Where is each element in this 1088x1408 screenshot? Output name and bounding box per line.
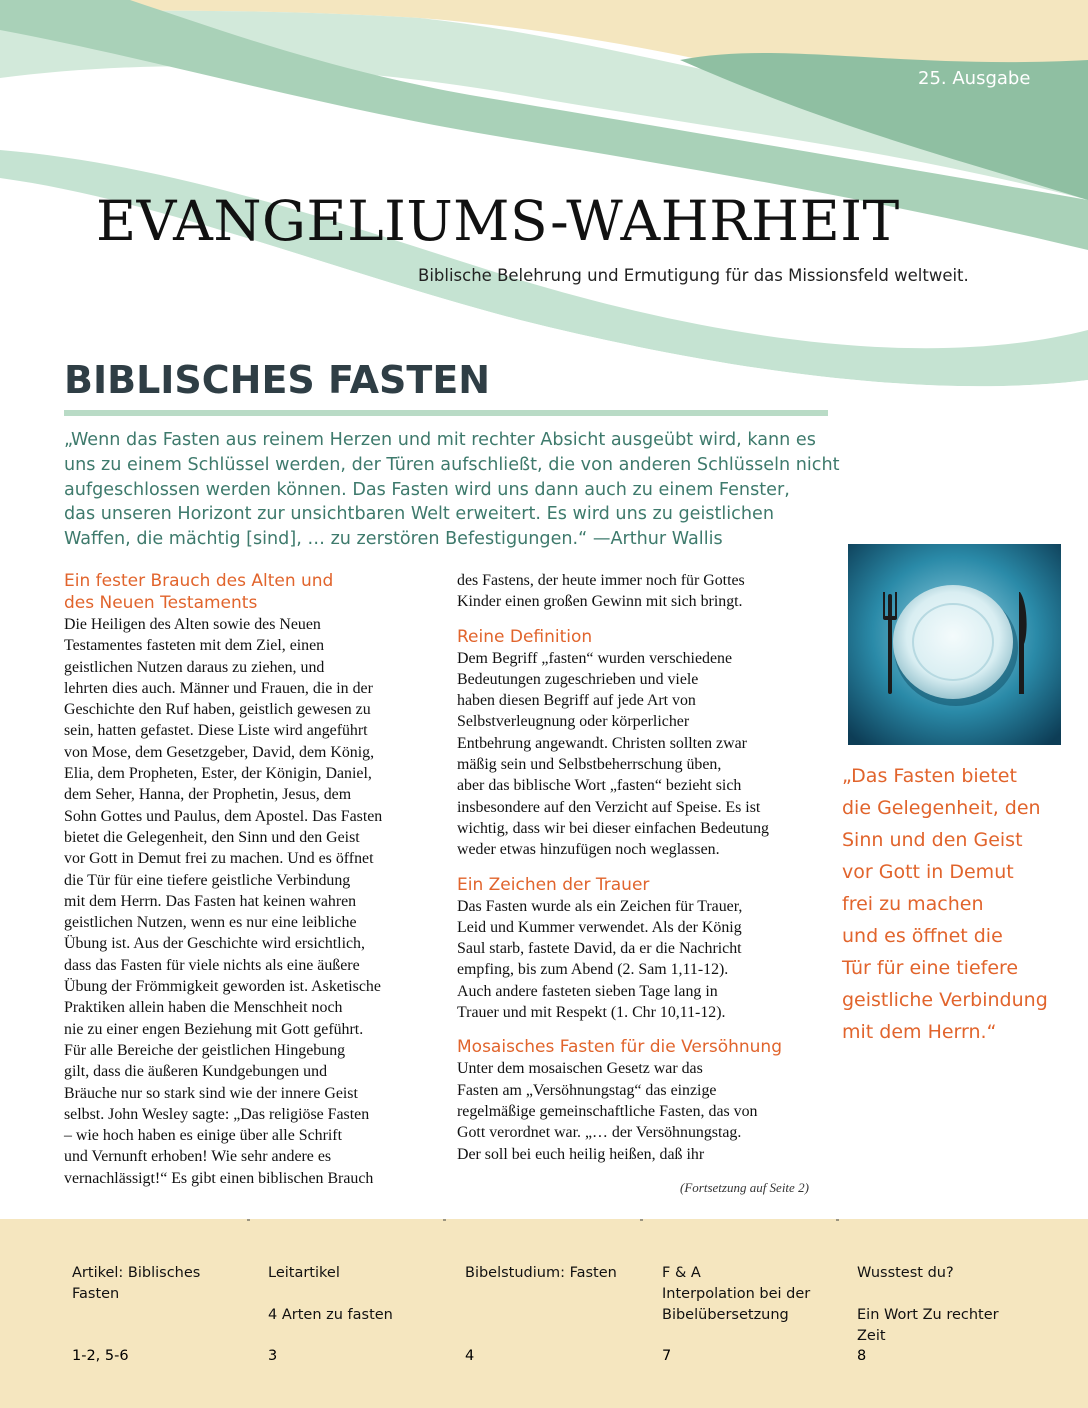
- body-line: Bedeutungen zugeschrieben und viele: [457, 670, 699, 688]
- body-line: dem Seher, Hanna, der Prophetin, Jesus, dem: [64, 786, 352, 804]
- body-line: regelmäßige gemeinschaftliche Fasten, das von: [457, 1102, 758, 1120]
- section-heading: Ein Zeichen der Trauer: [457, 874, 650, 895]
- section-heading: Mosaisches Fasten für die Versöhnung: [457, 1037, 782, 1058]
- body-line: Gott verordnet war. „… der Versöhnungstag.: [457, 1124, 742, 1142]
- body-line: Dem Begriff „fasten“ wurden verschiedene: [457, 649, 733, 667]
- toc-title: Interpolation bei der: [662, 1286, 811, 1302]
- toc-title: [857, 1284, 1042, 1305]
- pull-quote-line: „Das Fasten bietet: [842, 765, 1017, 787]
- body-line: weder etwas hinzufügen noch weglassen.: [457, 841, 720, 859]
- body-line: haben diesen Begriff auf jede Art von: [457, 692, 696, 710]
- body-line: gilt, dass die äußeren Kundgebungen und: [64, 1063, 328, 1081]
- body-line: sein, hatten gefastet. Diese Liste wird angeführt: [64, 722, 368, 740]
- masthead-tagline: Biblische Belehrung und Ermutigung für das Missionsfeld weltweit.: [418, 266, 969, 285]
- pull-quote-line: geistliche Verbindung: [842, 989, 1048, 1011]
- pull-quote: [842, 760, 1082, 1048]
- body-line: Saul starb, fastete David, da er die Nachricht: [457, 940, 742, 958]
- toc-title: Zeit: [857, 1328, 886, 1344]
- lead-quote-line: aufgeschlossen werden können. Das Fasten wird uns dann auch zu einem Fenster,: [64, 479, 790, 500]
- table-of-contents: [0, 1219, 1088, 1408]
- pull-quote-line: mit dem Herrn.“: [842, 1021, 997, 1043]
- body-line: Das Fasten wurde als ein Zeichen für Trauer,: [457, 897, 743, 915]
- toc-entry[interactable]: [857, 1263, 1042, 1347]
- body-line: geistlichen Nutzen daraus zu ziehen, und: [64, 658, 325, 676]
- section-body: [64, 614, 444, 1189]
- body-line: und Vernunft erhoben! Wie sehr andere es: [64, 1148, 332, 1166]
- body-line: des Fastens, der heute immer noch für Gottes: [457, 572, 745, 589]
- body-line: empfing, bis zum Abend (2. Sam 1,11-12).: [457, 961, 729, 979]
- body-line: von Mose, dem Gesetzgeber, David, dem König,: [64, 743, 375, 761]
- article-title: BIBLISCHES FASTEN: [64, 358, 491, 402]
- toc-entry[interactable]: [662, 1263, 847, 1326]
- toc-page-number: 1-2, 5-6: [72, 1348, 129, 1364]
- section-heading: Ein fester Brauch des Alten und: [64, 571, 334, 591]
- pull-quote-line: vor Gott in Demut: [842, 861, 1014, 883]
- body-line: nie zu einer engen Beziehung mit Gott geführt.: [64, 1020, 364, 1038]
- section-heading: Reine Definition: [457, 626, 593, 647]
- body-line: Die Heiligen des Alten sowie des Neuen: [64, 616, 321, 633]
- body-line: lehrten dies auch. Männer und Frauen, die in der: [64, 679, 373, 697]
- body-line: mit dem Herrn. Das Fasten hat keinen wahren: [64, 892, 357, 910]
- pull-quote-line: Sinn und den Geist: [842, 829, 1023, 851]
- body-line: Der soll bei euch heilig heißen, daß ihr: [457, 1145, 705, 1163]
- body-line: aber das biblische Wort „fasten“ bezieht sich: [457, 777, 742, 795]
- body-line: Kinder einen großen Gewinn mit sich bringt.: [457, 593, 743, 611]
- body-line: mäßig sein und Selbstbeherrschung üben,: [457, 756, 722, 774]
- toc-title: Artikel: Biblisches: [72, 1265, 201, 1281]
- plate-fork-knife-icon: [848, 544, 1061, 745]
- body-line: vor Gott in Demut frei zu machen. Und es öffnet: [64, 850, 374, 868]
- body-line: selbst. John Wesley sagte: „Das religiöse Fasten: [64, 1105, 370, 1123]
- pull-quote-line: die Gelegenheit, den: [842, 797, 1041, 819]
- lead-quote: [64, 428, 854, 552]
- body-line: wichtig, dass wir bei dieser einfachen Bedeutung: [457, 819, 769, 837]
- toc-entry[interactable]: [465, 1263, 650, 1284]
- toc-title: 4 Arten zu fasten: [268, 1307, 393, 1323]
- toc-title: Bibelübersetzung: [662, 1307, 789, 1323]
- body-line: insbesondere auf den Verzicht auf Speise. Es ist: [457, 798, 761, 816]
- toc-title: Fasten: [72, 1286, 120, 1302]
- toc-title: [268, 1284, 453, 1305]
- body-line: dass das Fasten für viele nichts als eine äußere: [64, 956, 360, 974]
- body-line: Testamentes fasteten mit dem Ziel, einen: [64, 637, 325, 655]
- toc-title: Leitartikel: [268, 1265, 340, 1281]
- body-line: Übung ist. Aus der Geschichte wird ersichtlich,: [64, 935, 365, 953]
- body-line: Für alle Bereiche der geistlichen Hingebung: [64, 1041, 346, 1059]
- body-line: Geschichte den Ruf haben, geistlich gewesen zu: [64, 701, 371, 719]
- lead-quote-line: „Wenn das Fasten aus reinem Herzen und mit rechter Absicht ausgeübt wird, kann es: [64, 430, 816, 450]
- article-column-2: [457, 570, 837, 1165]
- pull-quote-line: frei zu machen: [842, 893, 984, 915]
- continued-note: (Fortsetzung auf Seite 2): [680, 1180, 809, 1195]
- body-line: Praktiken allein haben die Menschheit noch: [64, 999, 343, 1017]
- toc-title: Wusstest du?: [857, 1265, 954, 1281]
- toc-page-number: 7: [662, 1348, 672, 1364]
- lead-quote-line: uns zu einem Schlüssel werden, der Türen aufschließt, die von anderen Schlüsseln nicht: [64, 454, 840, 475]
- body-line: Elia, dem Propheten, Ester, der Königin, Daniel,: [64, 765, 372, 783]
- issue-number: 25. Ausgabe: [918, 68, 1031, 89]
- toc-title: F & A: [662, 1265, 701, 1281]
- body-line: Unter dem mosaischen Gesetz war das: [457, 1060, 703, 1078]
- body-line: Bräuche nur so stark sind wie der innere Geist: [64, 1084, 358, 1102]
- lead-quote-line: Waffen, die mächtig [sind], … zu zerstören Befestigungen.“ —Arthur Wallis: [64, 529, 723, 550]
- toc-page-number: 3: [268, 1348, 278, 1364]
- section-heading: des Neuen Testaments: [64, 593, 258, 613]
- section-body: [457, 648, 837, 861]
- article-column-1: [64, 570, 444, 1189]
- body-line: Entbehrung angewandt. Christen sollten zwar: [457, 734, 747, 752]
- toc-page-number: 8: [857, 1348, 867, 1364]
- body-line: Fasten am „Versöhnungstag“ das einzige: [457, 1081, 717, 1099]
- body-line: Übung der Frömmigkeit geworden ist. Asketische: [64, 978, 381, 996]
- body-line: Auch andere fasteten sieben Tage lang in: [457, 982, 718, 1000]
- masthead-title: EVANGELIUMS-WAHRHEIT: [96, 189, 900, 253]
- body-line: vernachlässigt!“ Es gibt einen biblischen Brauch: [64, 1169, 374, 1187]
- toc-entry[interactable]: [72, 1263, 257, 1305]
- body-line: die Tür für eine tiefere geistliche Verbindung: [64, 871, 351, 889]
- toc-title: Bibelstudium: Fasten: [465, 1265, 617, 1281]
- body-line: – wie hoch haben es einige über alle Schrift: [64, 1127, 342, 1145]
- lead-quote-line: das unseren Horizont zur unsichtbaren Welt erweitert. Es wird uns zu geistlichen: [64, 504, 774, 525]
- body-line: Leid und Kummer verwendet. Als der König: [457, 918, 742, 936]
- pull-quote-line: Tür für eine tiefere: [842, 957, 1019, 979]
- body-line: geistlichen Nutzen, wenn es nur eine leibliche: [64, 914, 357, 932]
- body-line: Selbstverleugnung oder körperlicher: [457, 713, 690, 731]
- toc-page-number: 4: [465, 1348, 475, 1364]
- toc-entry[interactable]: [268, 1263, 453, 1326]
- toc-title: Ein Wort Zu rechter: [857, 1307, 999, 1323]
- section-body: [457, 1058, 837, 1164]
- pull-quote-line: und es öffnet die: [842, 925, 1003, 947]
- section-body: [457, 896, 837, 1024]
- title-divider: [64, 410, 828, 416]
- body-line: Sohn Gottes und Paulus, dem Apostel. Das Fasten: [64, 807, 383, 825]
- body-line: bietet die Gelegenheit, den Sinn und den Geist: [64, 828, 360, 846]
- body-line: Trauer und mit Respekt (1. Chr 10,11-12).: [457, 1004, 726, 1022]
